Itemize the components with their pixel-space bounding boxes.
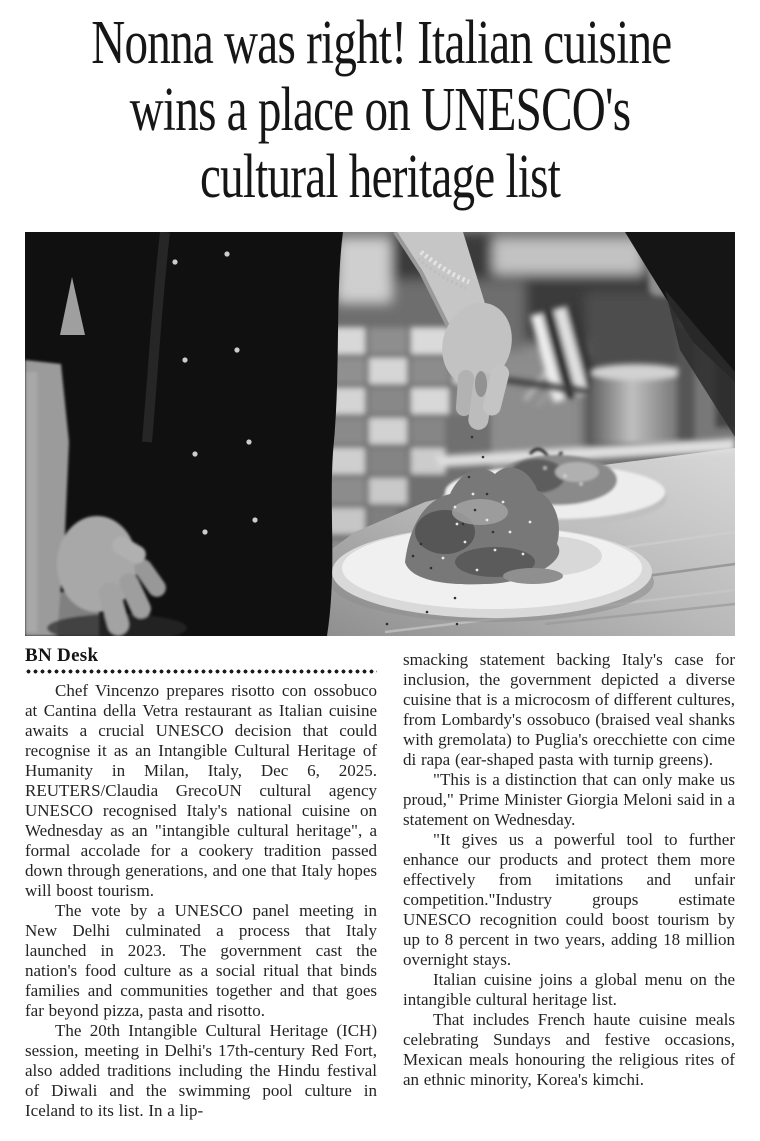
article-headline <box>91 0 672 211</box>
paragraph-right-5: That includes French haute cuisine meals celebrating Sundays and festive occasions, Mexican meals honouring the religious rites of an ethnic minority, Korea's kimchi. <box>403 1010 735 1089</box>
paragraph-left-2: The vote by a UNESCO panel meeting in New Delhi culminated a process that Italy launched in 2023. The government cast the nation's food culture as a social ritual that binds families and communities together and that goes far beyond pizza, pasta and risotto. <box>25 901 377 1020</box>
column-left <box>25 644 377 1121</box>
paragraph-left-3: The 20th Intangible Cultural Heritage (ICH) session, meeting in Delhi's 17th-century Red Fort, also added traditions including the Hindu festival of Diwali and the swimming pool culture in Iceland to its list. In a lip- <box>25 1021 377 1120</box>
paragraph-left-1: Chef Vincenzo prepares risotto con ossobuco at Cantina della Vetra restaurant as Italian cuisine awaits a crucial UNESCO decision that could recognise it as an Intangible Cultural Heritage of Humanity in Milan, Italy, Dec 6, 2025. REUTERS/Claudia GrecoUN cultural agency UNESCO recognised Italy's national cuisine on Wednesday as an "intangible cultural heritage", a formal accolade for a cookery tradition passed down through generations, and one that Italy hopes will boost tourism. <box>25 681 377 900</box>
paragraph-right-2: "This is a distinction that can only make us proud," Prime Minister Giorgia Meloni said in a statement on Wednesday. <box>403 770 735 829</box>
article-photo <box>25 232 735 636</box>
paragraph-right-3: "It gives us a powerful tool to further enhance our products and protect them more effectively from imitations and unfair competition."Industry groups estimate UNESCO recognition could boost tourism by up to 8 percent in two years, adding 18 million overnight stays. <box>403 830 735 969</box>
chef-kitchen-photo-illustration <box>25 232 735 636</box>
headline-line-2: wins a place on UNESCO's <box>129 76 631 144</box>
article-body <box>25 644 735 1121</box>
paragraph-right-4: Italian cuisine joins a global menu on the intangible cultural heritage list. <box>403 970 735 1009</box>
headline-line-3: cultural heritage list <box>199 143 561 211</box>
column-right <box>403 644 735 1121</box>
dotted-divider <box>25 669 377 674</box>
paragraph-right-1: smacking statement backing Italy's case for inclusion, the government depicted a diverse cuisine that is a microcosm of different cultures, from Lombardy's ossobuco (braised veal shanks with gremolata) to Puglia's orecchiette con cime di rapa (ear-shaped pasta with turnip greens). <box>403 650 735 769</box>
headline-line-1: Nonna was right! Italian cuisine <box>91 9 672 77</box>
byline: BN Desk <box>25 645 99 666</box>
